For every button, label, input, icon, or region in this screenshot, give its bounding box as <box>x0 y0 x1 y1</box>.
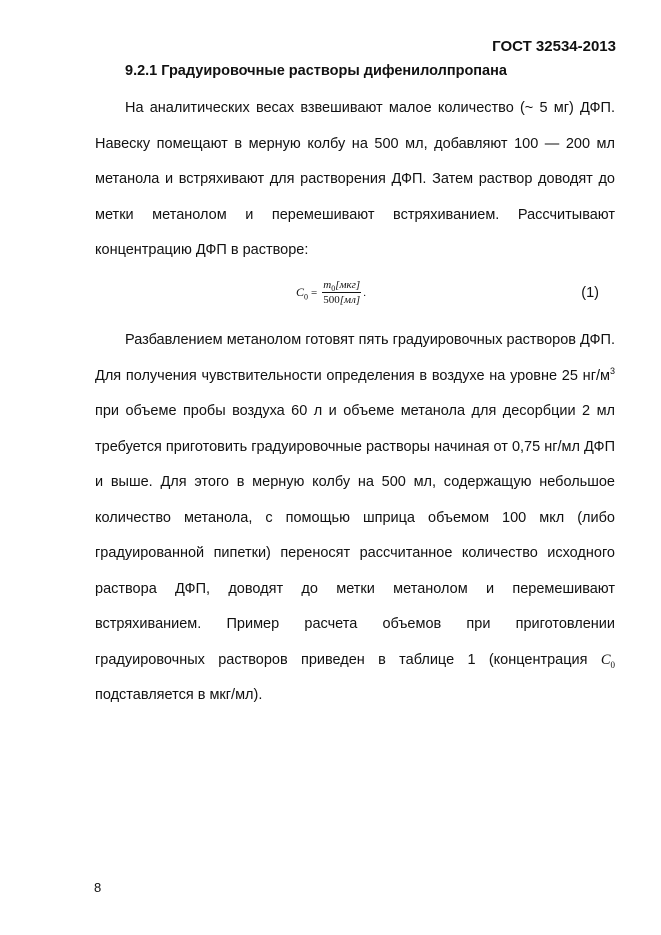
paragraph-2: Разбавлением метанолом готовят пять градуировочных растворов ДФП. Для получения чувствительности определения в воздухе на уровне 25 $нг/м^3$ при объеме пробы воздуха 60 л и объеме метанола для десорбции 2 мл требуется приготовить градуировочные растворы начиная от 0,75 нг/мл ДФП и выше. Для этого в мерную колбу на 500 мл, содержащую небольшое количество метанола, с помощью шприца объемом 100 мкл (либо градуированной пипетки) переносят рассчитанное количество исходного раствора ДФП, доводят до метки метанолом и перемешивают встряхиванием. Пример расчета объемов при приготовлении градуировочных растворов приведен в таблице 1 (концентрация $C_0$ подставляется в мкг/мл). <box>95 332 615 703</box>
equation-number: (1) <box>581 285 599 301</box>
formula-fraction <box>322 279 361 306</box>
formula-denominator: 500[мл] <box>323 294 361 306</box>
formula-numerator: $m_0[мкг]$ <box>323 279 361 294</box>
paragraph-1: На аналитических весах взвешивают малое количество (~ 5 мг) ДФП. Навеску помещают в мерную колбу на 500 мл, добавляют 100 — 200 мл метанола и встряхивают для растворения ДФП. Затем раствор доводят до метки метанолом и перемешивают встряхиванием. Рассчитывают концентрацию ДФП в растворе: <box>95 100 615 258</box>
page-number: 8 <box>94 880 102 895</box>
formula-lhs: $C_0$ <box>296 285 309 302</box>
formula-tail: . <box>363 286 366 299</box>
formula-1 <box>296 279 366 306</box>
concentration-variable: $C_0$ <box>600 651 615 670</box>
formula-equals: = <box>311 286 318 299</box>
document-standard-header: ГОСТ 32534-2013 <box>492 38 616 55</box>
section-title: 9.2.1 Градуировочные растворы дифенилолпропана <box>125 63 507 79</box>
